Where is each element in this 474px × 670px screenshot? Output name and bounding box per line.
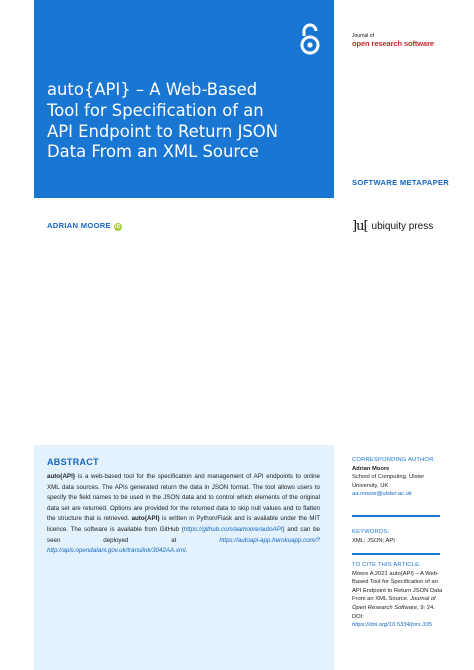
- abstract-part3: ) and can be seen deployed at: [47, 525, 320, 544]
- abstract-lead-2: auto{API}: [131, 515, 160, 523]
- keywords-value: XML; JSON; API: [352, 537, 395, 544]
- keywords-label: KEYWORDS:: [352, 529, 390, 535]
- journal-logo[interactable]: [352, 32, 434, 48]
- keywords: [352, 528, 444, 545]
- citation-text: Moore A 2021 auto{API} – A Web-Based Tool for Specification of an API Endpoint to Return JSON Data From an XML Source.: [352, 570, 443, 603]
- citation-text-2: , 9: 24. DOI:: [352, 604, 435, 620]
- publisher-name: ubiquity press: [371, 221, 434, 232]
- corresponding-author: [352, 456, 444, 499]
- citation-doi-link[interactable]: https://doi.org/10.5334/jors.335: [352, 622, 432, 629]
- journal-name: open research software: [352, 39, 434, 48]
- corresponding-author-label: CORRESPONDING AUTHOR:: [352, 457, 436, 463]
- citation: [352, 561, 444, 630]
- abstract-part2: is written in Python/Flask and is available under the MIT licence. The software is available from GitHub (: [47, 515, 320, 533]
- article-title: auto{API} – A Web-Based Tool for Specification of an API Endpoint to Return JSON Data From an XML Source: [47, 80, 278, 162]
- open-access-icon: [299, 22, 321, 56]
- corresponding-author-name: Adrian Moore: [352, 465, 390, 472]
- author-line: [47, 221, 122, 231]
- article-category: SOFTWARE METAPAPER: [352, 178, 450, 187]
- citation-label: TO CITE THIS ARTICLE:: [352, 562, 421, 568]
- corresponding-author-email[interactable]: aa.moore@ulster.ac.uk: [352, 491, 412, 498]
- abstract-lead: auto{API}: [47, 473, 76, 480]
- publisher-logo: [352, 219, 433, 234]
- github-link[interactable]: https://github.com/aamoore/autoAPI: [183, 525, 283, 533]
- divider: [352, 553, 440, 555]
- citation-journal: Journal of Open Research Software: [352, 596, 436, 611]
- abstract-heading: ABSTRACT: [47, 457, 99, 467]
- divider: [352, 515, 440, 517]
- author-name: ADRIAN MOORE: [47, 221, 111, 230]
- abstract-text: [47, 472, 320, 557]
- corresponding-author-affiliation: School of Computing, Ulster University, UK: [352, 474, 425, 489]
- ubiquity-logo-icon: ]u[: [352, 219, 368, 234]
- orcid-icon[interactable]: iD: [115, 224, 121, 230]
- abstract-part4: .: [185, 547, 188, 555]
- demo-link[interactable]: https://autoapi-app.herokuapp.com/?http://apis.opendatani.gov.uk/translink/3042AA.xml: [47, 536, 320, 555]
- journal-prefix: Journal of: [352, 33, 374, 39]
- abstract-part1: is a web-based tool for the specification and management of API endpoints to online XML data sources. The APIs generated return the data in JSON format. The tool allows users to specify the field names to be used in the JSON data and to control which elements of the original data set are returned. Options are provided for the returned data to skip null values and to flatten the structure that is retrieved.: [47, 473, 320, 523]
